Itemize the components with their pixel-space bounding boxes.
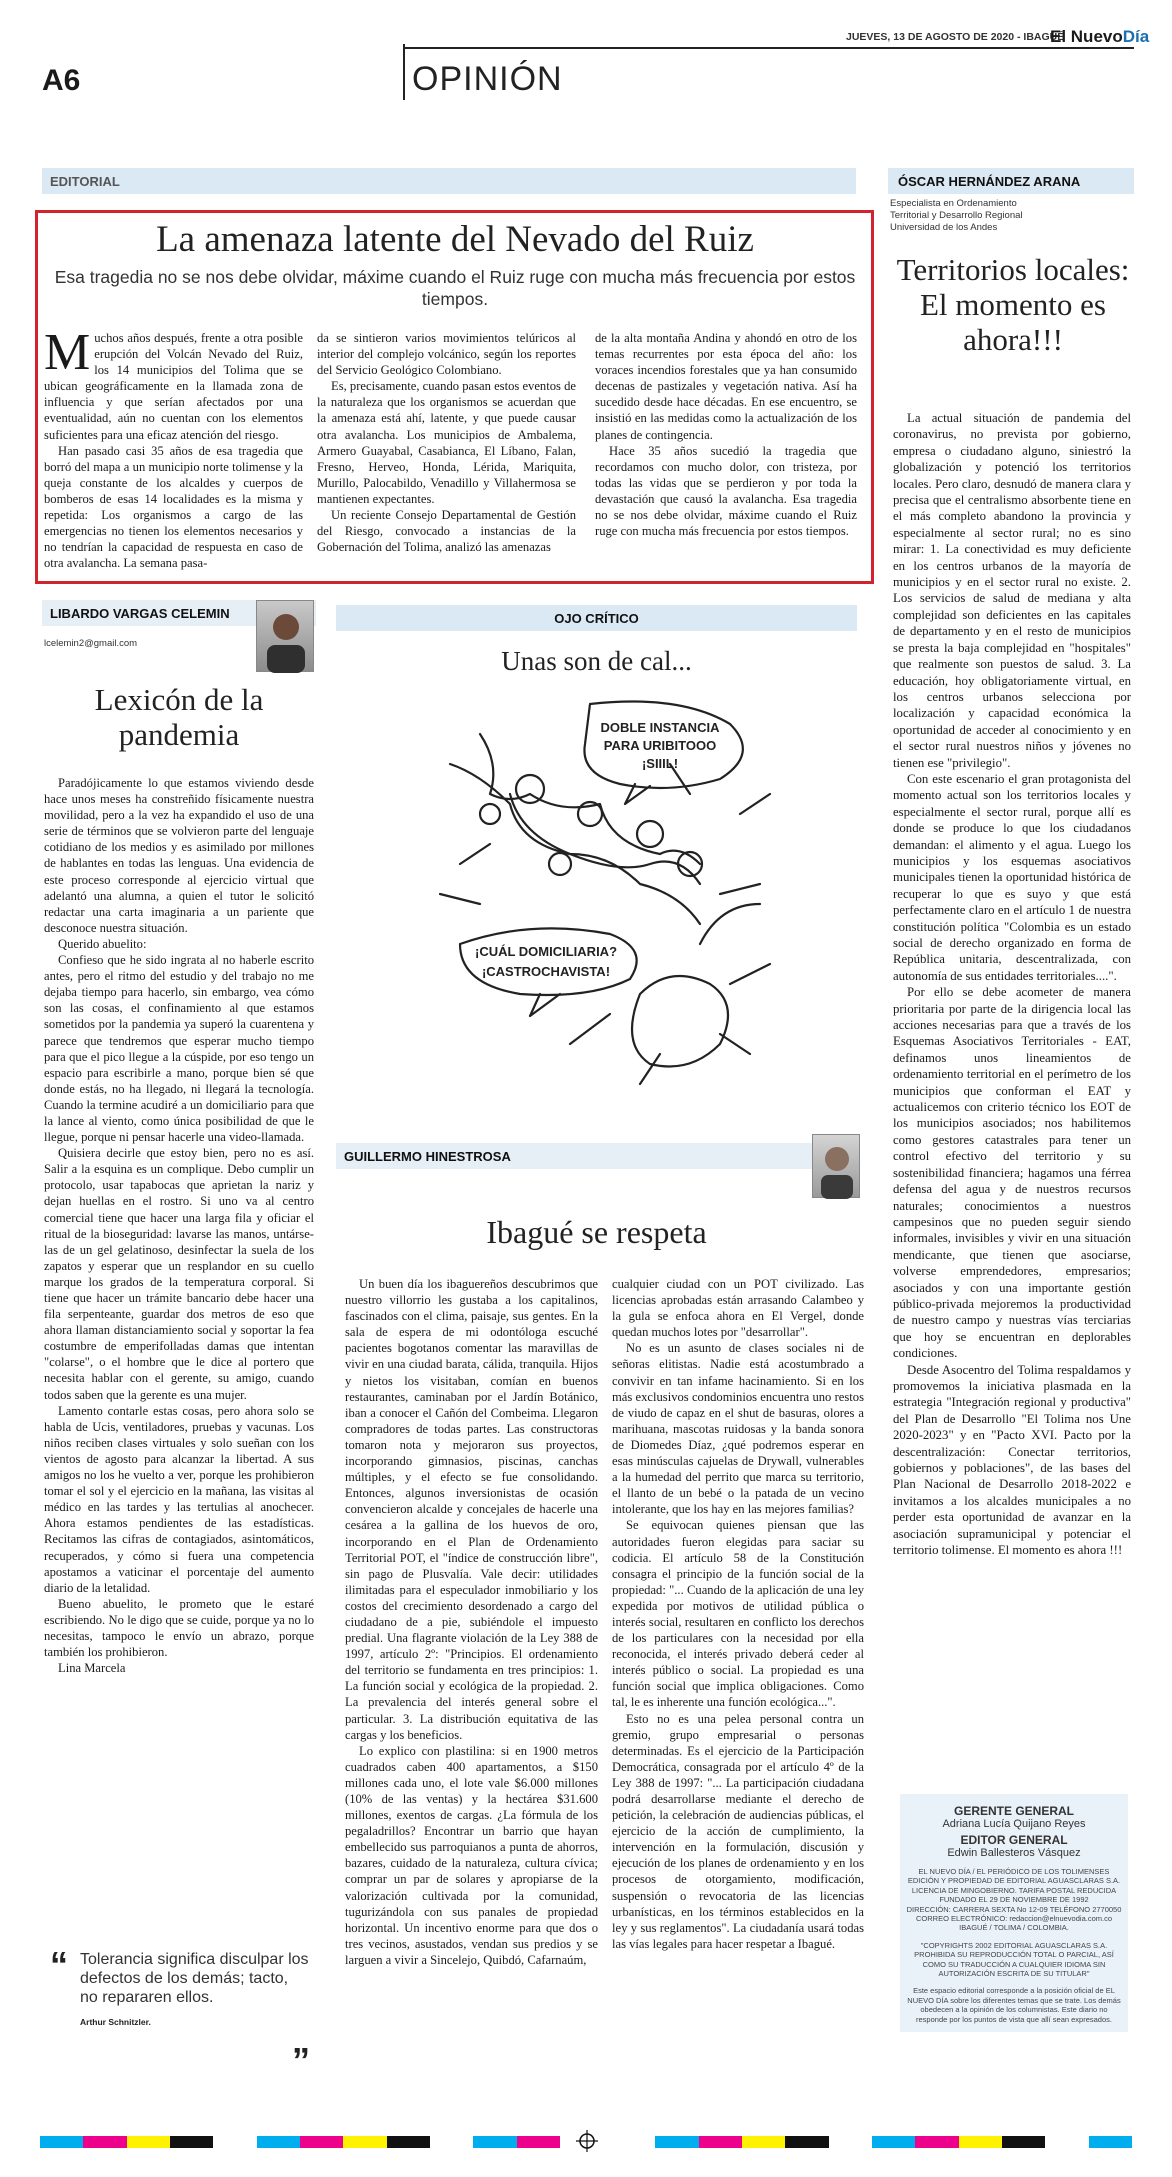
- credits-line-1: EL NUEVO DÍA / EL PERIÓDICO DE LOS TOLIMENSES: [918, 1867, 1110, 1876]
- editorial-title: La amenaza latente del Nevado del Ruiz: [156, 219, 754, 260]
- quote-author: Arthur Schnitzler.: [80, 2017, 151, 2027]
- left-body: [44, 775, 314, 1676]
- right-title: Territorios locales: El momento es ahora!!!: [896, 252, 1130, 357]
- color-bar-right: [612, 2136, 1132, 2148]
- bubble1-line1: DOBLE INSTANCIA: [600, 720, 720, 735]
- left-p6: Bueno abuelito, le prometo que le estaré escribiendo. No le digo que se cuide, porque ya no lo necesitas, tampoco le envío un abrazo, porque también los prohibieron.: [44, 1596, 314, 1660]
- editor-name: Edwin Ballesteros Vásquez: [947, 1847, 1081, 1859]
- copyright: "COPYRIGHTS 2002 EDITORIAL AGUASCLARAS S.A. PROHIBIDA SU REPRODUCCIÓN TOTAL O PARCIAL, ASÍ COMO SU TRADUCCIÓN A CUALQUIER IDIOMA SIN AUTORIZACIÓN ESCRITA DE SU TITULAR": [914, 1940, 1114, 1979]
- credits-line-3: LICENCIA DE MINGOBIERNO. TARIFA POSTAL REDUCIDA: [911, 1885, 1117, 1895]
- editorial-col3-p2: Hace 35 años sucedió la tragedia que recordamos con mucho dolor, con tristeza, por todas las vidas que se perdieron y por toda la devastación que causó la avalancha. Esa tragedia no se nos debe olvidar, máxime cuando el Ruiz ruge con mucha más frecuencia por estos tiempos.: [595, 443, 857, 539]
- right-bio-2: Territorial y Desarrollo Regional: [890, 210, 1023, 221]
- header-rule: [404, 47, 1134, 49]
- credits-line-2: EDICIÓN Y PROPIEDAD DE EDITORIAL AGUASCLARAS S.A.: [907, 1876, 1121, 1886]
- brand-a: El Nuevo: [1050, 27, 1123, 46]
- guillermo-c1: Un buen día los ibaguereños descubrimos que nuestro villorrio les gustaba a los capitalinos, fascinados con el clima, paisaje, sus gentes. En la sala de espera de mi odontóloga escuché pacientes bogotanos comentar las maravillas de vivir en una ciudad barata, cálida, tranquila. Hijos y nietos los visitaban, comían en buenos restaurantes, caminaban por el Jardín Botánico, iban a conocer el Cañón del Combeima. Llegaron compradores de todas partes. Las constructoras tomaron nota y mejoraron sus proyectos, incorporando gimnasios, piscinas, canchas múltiples, y el efecto se fue consolidando. Entonces, algunos inversionistas de ocasión convencieron alcalde y concejales de hacerle una cesárea a la gallina de los huevos de oro, incorporando en el Plan de Ordenamiento Territorial POT, el "índice de construcción libre", sin pago de Plusvalía. Vale decir: utilidades ilimitadas para el especulador inmobiliario y los costos del crecimiento desordenado a cargo del ciudadano de a pie, subiéndole el impuesto predial. Una flagrante violación de la Ley 388 de 1997, artículo 2º: "Principios. El ordenamiento del territorio se fundamenta en tres principios: 1. La función social y ecológica de la propiedad. 2. La prevalencia del interés general sobre el particular. 3. La distribución equitativa de las cargas y los beneficios.: [345, 1277, 598, 1742]
- guillermo-c1b: Lo explico con plastilina: si en 1900 metros cuadrados caben 400 apartamentos, a $150 millones cada uno, el lote vale $6.000 millones (10% de las ventas) y la hectárea $31.600 millones, exentos de cargas. ¿La fórmula de los pegaladrillos? Encontrar un barrio que hayan embellecido sus parroquianos a punta de ahorros, bazares, cuidado de la naturaleza, cultura cívica; comprar un par de solares y apropiarse de la valorización cultivada por la comunidad, tugurizándola con sus panales de propiedad horizontal. Un incentivo enorme para que dos o tres vecinos, asustados, vendan sus predios y se larguen a vivir a Sincelejo, Quibdó, Cafarnaúm,: [345, 1743, 598, 1967]
- left-title: Lexicón de la pandemia: [94, 682, 264, 752]
- credits-box: [900, 1794, 1128, 2032]
- section-divider: [403, 44, 405, 100]
- gerente-name: Adriana Lucía Quijano Reyes: [942, 1818, 1086, 1830]
- author-portrait-icon: [257, 601, 315, 673]
- right-body: [893, 410, 1131, 1558]
- editor-label: EDITOR GENERAL: [960, 1833, 1068, 1847]
- left-email[interactable]: lcelemin2@gmail.com: [44, 638, 138, 649]
- editorial-subtitle: Esa tragedia no se nos debe olvidar, máxime cuando el Ruiz ruge con mucha más frecuencia por estos tiempos.: [54, 267, 856, 309]
- right-author: ÓSCAR HERNÁNDEZ ARANA: [888, 168, 1134, 194]
- left-author-photo: [256, 600, 314, 672]
- editorial-label: EDITORIAL: [42, 168, 856, 194]
- right-bio-1: Especialista en Ordenamiento: [890, 198, 1017, 209]
- editorial-col-1: [44, 324, 303, 571]
- left-p2: Querido abuelito:: [58, 936, 147, 951]
- left-p1: Paradójicamente lo que estamos viviendo desde hace unos meses ha constreñido físicamente nuestra movilidad, pero a la vez ha expandido el uso de una serie de términos que se volvieron parte del lenguaje cotidiano de los medios y es asimilado por millones de hablantes en todas las lenguas. Una evidencia de este proceso corresponde al ejercicio virtual que adelantó una alumna, a quien el tutor le solicitó redactar una carta imaginaria a un pariente que desconoce nuestra situación.: [44, 776, 314, 935]
- left-p7: Lina Marcela: [58, 1661, 126, 1676]
- cartoon-label: [336, 605, 857, 631]
- guillermo-col-1: [345, 1276, 598, 1968]
- guillermo-portrait-icon: [813, 1135, 861, 1199]
- quote-block: [50, 1944, 310, 2081]
- cartoon-illustration: [420, 694, 780, 1094]
- disclaimer: Este espacio editorial corresponde a la posición oficial de EL NUEVO DÍA sobre los diferentes temas que se trate. Los demás obedecen a la opinión de los columnistas. Este diario no responde por los puntos de vista que allí sean expresados.: [907, 1986, 1121, 2024]
- cartoon-label-text: OJO CRÍTICO: [554, 610, 639, 626]
- bubble2-line1: ¡CUÁL DOMICILIARIA?: [474, 944, 618, 959]
- section-title: OPINIÓN: [412, 60, 563, 98]
- bubble1-line3: ¡SIIIL!: [641, 756, 679, 771]
- editorial-col2-p1: da se sintieron varios movimientos telúricos al interior del complejo volcánico, según los reportes del Servicio Geológico Colombiano.: [317, 331, 576, 378]
- quote-close-icon: ”: [292, 2040, 310, 2081]
- editorial-col2-p3: Un reciente Consejo Departamental de Gestión del Riesgo, convocado a instancias de la Gobernación del Tolima, analizó las amenazas: [317, 508, 576, 555]
- credits-line-5: DIRECCIÓN: CARRERA SEXTA No 12-09 TELÉFONO 2770050: [906, 1904, 1122, 1914]
- page-number: A6: [42, 64, 81, 97]
- editorial-col1-p2: Han pasado casi 35 años de esa tragedia que borró del mapa a un municipio norte tolimense y la queja constante de los alcaldes y cuerpos de bomberos de esas 14 localidades es la misma y repetida: Los organismos a cargo de las emergencias no tienen los elementos necesarios y no tendrían la capacidad de respuesta en caso de otra avalancha. La semana pasa-: [44, 443, 303, 571]
- guillermo-c2c: Se equivocan quienes piensan que las autoridades fueron elegidas para saciar su codicia. El artículo 58 de la Constitución consagra el principio de la función social de la propiedad: "... Cuando de la aplicación de una ley expedida por motivos de utilidad pública o interés social, resultaren en conflicto los derechos de los particulares con la necesidad por ella reconocida, el interés privado deberá ceder al interés público o social. La propiedad es una función social que implica obligaciones. Como tal, le es inherente una función ecológica...".: [612, 1518, 864, 1710]
- right-p4: Desde Asocentro del Tolima respaldamos y promovemos la iniciativa plasmada en la estrategia "Integración regional y productiva" del Plan de Desarrollo "El Tolima nos Une 2020-2023" y en "Pacto XVI. Pacto por la descentralización: Conectar territorios, gobiernos y poblaciones", de las bases del Plan Nacional de Desarrollo 2018-2022 e invitamos a los alcaldes municipales a no perder esta oportunidad de avanzar en la asociación supramunicipal y potenciar el territorio tolimense. El momento es ahora !!!: [893, 1362, 1131, 1558]
- color-bar-left: [40, 2136, 560, 2148]
- guillermo-c2b: No es un asunto de clases sociales ni de señoras elitistas. Nadie está acostumbrado a convivir en tan infame hacinamiento. Si en los más exclusivos condominios encuentra uno restos de viudo de capaz en el shut de basuras, olores a marihuana, mascotas ruidosas y la banda sonora de Diomedes Díaz, ¿qué podremos esperar en esas minúsculas cajuelas de Drywall, vulnerables a la humedad del perrito que marca su territorio, el llanto de un bebé o la patada de un vecino intolerante, que los hay en las mejores familias?: [612, 1341, 864, 1517]
- editorial-col-3: [595, 330, 857, 539]
- right-p2: Con este escenario el gran protagonista del momento actual son los territorios locales y especialmente el sector rural, porque allí es donde se produce lo que los ciudadanos demandan: el alimento y el agua. Luego los municipios y los esquemas asociativos municipales tienen la oportunidad histórica de recuperar lo que es suyo y que está perfectamente claro en el artículo 1 de nuestra constitución política "Colombia es un estado social de derecho organizado en forma de República unitaria, descentralizada, con autonomía de sus entidades territoriales....".: [893, 771, 1131, 983]
- brand-logo: [1050, 27, 1149, 47]
- bubble2-line2: ¡CASTROCHAVISTA!: [481, 964, 611, 979]
- cartoon-drawing-icon: [420, 694, 780, 1094]
- left-p5: Lamento contarle estas cosas, pero ahora solo se habla de Ucis, ventiladores, pruebas y vacunas. Los niños reciben clases virtuales y solo sueñan con los vientos de agosto para alcanzar la libertad. A sus amigos no los he vuelto a ver, porque les prohibieron tomar el sol y el ejercicio en la mañana, las visitas al médico en las tardes y las tertulias al anochecer. Ahora estamos pendientes de las estadísticas. Recitamos las cifras de contagiados, asintomáticos, recuperados, y cómo si fuera una competencia apostamos a vaticinar el porcentaje del aumento diario de la letalidad.: [44, 1403, 314, 1595]
- editorial-col2-p2: Es, precisamente, cuando pasan estos eventos de la naturaleza que los organismos se acuerdan que la amenaza está ahí, latente, y que puede causar otra avalancha. Los municipios de Ambalema, Armero Guayabal, Casabianca, El Líbano, Falan, Fresno, Herveo, Honda, Lérida, Mariquita, Murillo, Palocabildo, Venadillo y Villahermosa se mantienen expectantes.: [317, 379, 576, 506]
- right-bio-3: Universidad de los Andes: [890, 222, 998, 233]
- gerente-label: GERENTE GENERAL: [953, 1804, 1074, 1818]
- credits-line-6: CORREO ELECTRÓNICO: redaccion@elnuevodia.com.co: [915, 1914, 1112, 1924]
- left-author: LIBARDO VARGAS CELEMIN: [42, 600, 316, 626]
- left-p3: Confieso que he sido ingrata al no haberle escrito antes, pero el ritmo del estudio y del trabajo no me dejaba tiempo para hacerlo, sin embargo, vea cómo son las cosas, el confinamiento al que estamos sometidos por la pandemia ya superó la cuarentena y parece que tendremos que esperar mucho tiempo para que el pico llegue a la cúspide, por eso tengo un espacio para escribirle a mano, porque bien sé que donde estás, no ha llegado, ni llegará la tecnología. Cuando la termine acudiré a un domiciliario para que la lance al viento, como única posibilidad de que le llegue, porque ni pensar hacerle una video-llamada.: [44, 953, 314, 1145]
- brand-b: Día: [1122, 27, 1150, 46]
- guillermo-col-2: [612, 1276, 864, 1952]
- guillermo-c2: cualquier ciudad con un POT civilizado. Las licencias aprobadas están arrasando Calambeo y la gula se enfoca ahora en El Vergel, donde quedan muchos lotes por "desarrollar".: [612, 1277, 864, 1340]
- guillermo-author: GUILLERMO HINESTROSA: [336, 1143, 857, 1169]
- right-p1: La actual situación de pandemia del coronavirus, no prevista por gobierno, empresa o ciudadano alguno, siniestró la globalización y potenció los territorios locales. Pero claro, desnudó de manera clara y precisa que el centralismo absorbente tiene en el más completo abandono la provincia y especialmente al sector rural; no es sino mirar: 1. La conectividad es muy deficiente en los centros urbanos de la mayoría de municipios y en el sector rural no existe. 2. Los servicios de salud de mediana y alta complejidad son deficientes en las capitales de departamento y en el resto de municipios se presta la baja complejidad en "hospitales" que realmente son puestos de salud. 3. La educación, hoy obligatoriamente virtual, en los centros urbanos selecciona por localización y capacidad económica la oportunidad de acceder al conocimiento y en el sector rural nuestros niños y jóvenes no tienen ese "privilegio".: [893, 411, 1131, 770]
- dateline: JUEVES, 13 DE AGOSTO DE 2020 - IBAGUÉ: [846, 31, 1065, 43]
- editorial-col-2: [317, 330, 576, 555]
- quote-open-icon: “: [50, 1944, 68, 1985]
- guillermo-title: Ibagué se respeta: [486, 1214, 707, 1250]
- credits-line-7: IBAGUÉ / TOLIMA / COLOMBIA.: [959, 1923, 1069, 1933]
- credits-line-4: FUNDADO EL 29 DE NOVIEMBRE DE 1992: [939, 1895, 1089, 1905]
- cartoon-title: Unas son de cal...: [501, 646, 692, 676]
- bubble1-line2: PARA URIBITOOO: [603, 738, 717, 753]
- quote-text: Tolerancia significa disculpar los defectos de los demás; tacto, no repararen ellos.: [80, 1951, 309, 2006]
- dropcap: M: [44, 324, 91, 381]
- right-p3: Por ello se debe acometer de manera prioritaria por parte de la dirigencia local las acciones necesarias para que a través de los Esquemas Asociativos Territoriales - EAT, definamos unos lineamientos de ordenamiento territorial en el perímetro de los municipios que conforman el EAT y actualicemos con criterio técnico los EOT de los municipios asociados; nos habilitemos como gestores catastrales para tener un control efectivo del territorio y su sostenibilidad financiera; hagamos una férrea defensa del agua y de nuestros recursos naturales; conocimientos a nuestros campesinos que no pueden seguir siendo informales, invisibles y vivir en una situación mendicante, que tienen que asociarse, volverse emprendedores, empresarios; asociados y con una importante gestión público-privada mejoremos la productividad de nuestro campo y nuestras vías terciarias que hoy se encuentran en deplorables condiciones.: [893, 985, 1131, 1361]
- left-p4: Quisiera decirle que estoy bien, pero no es así. Salir a la esquina es un complique. Debo cumplir un protocolo, usar tapabocas que aprietan la nariz y dejan huellas en el rostro. Si uno va al centro comercial tiene que hacer una larga fila y oficiar el ritual de la bioseguridad: lavarse las manos, untárselas de un gel gelatinoso, desinfectar la suela de los zapatos y esperar que un resplandor en su cuello marque los grados de la temperatura corporal. Si tiene que hacer un trámite bancario debe hacer una fila serpenteante, guardar dos metros de eso que ahora llaman distanciamiento social y soportar la fea costumbre de emperifolladas damas que intentan "colarse", o el hombre que le dice al portero que necesita hablar con el gerente, su amigo, cuando todos saben que la gerente es una mujer.: [44, 1146, 314, 1402]
- editorial-col3-p1: de la alta montaña Andina y ahondó en otro de los temas recurrentes por esta época del año: los voraces incendios forestales que ya han consumido decenas de pastizales y vegetación nativa. Así ha sucedido desde hace décadas. En ese encuentro, se insistió en las medidas como la actualización de los planes de contingencia.: [595, 331, 857, 442]
- guillermo-c2d: Esto no es una pelea personal contra un gremio, grupo empresarial o personas determinadas. Es el ejercicio de la Participación Democrática, consagrada por el artículo 4º de la Ley 388 de 1997: "... La participación ciudadana podrá desarrollarse mediante el derecho de petición, la celebración de audiencias públicas, el ejercicio de la acción de cumplimiento, la intervención en la formulación, discusión y ejecución de los planes de ordenamiento y en los procesos de otorgamiento, modificación, suspensión o revocatoria de las licencias urbanísticas, en los términos establecidos en la ley y sus reglamentos". La ciudadanía usará todas las vías legales para hacer respetar a Ibagué.: [612, 1711, 864, 1951]
- editorial-col1-first: uchos años después, frente a otra posible erupción del Volcán Nevado del Ruiz, los 14 municipios del Tolima que se ubican geográficamente en la llamada zona de influencia y que serían afectados por una eventualidad, aún no cuentan con los elementos suficientes para una eficaz atención del riesgo.: [44, 331, 303, 442]
- right-bio: [890, 198, 1023, 234]
- registration-mark-icon: [576, 2130, 598, 2152]
- guillermo-photo: [812, 1134, 860, 1198]
